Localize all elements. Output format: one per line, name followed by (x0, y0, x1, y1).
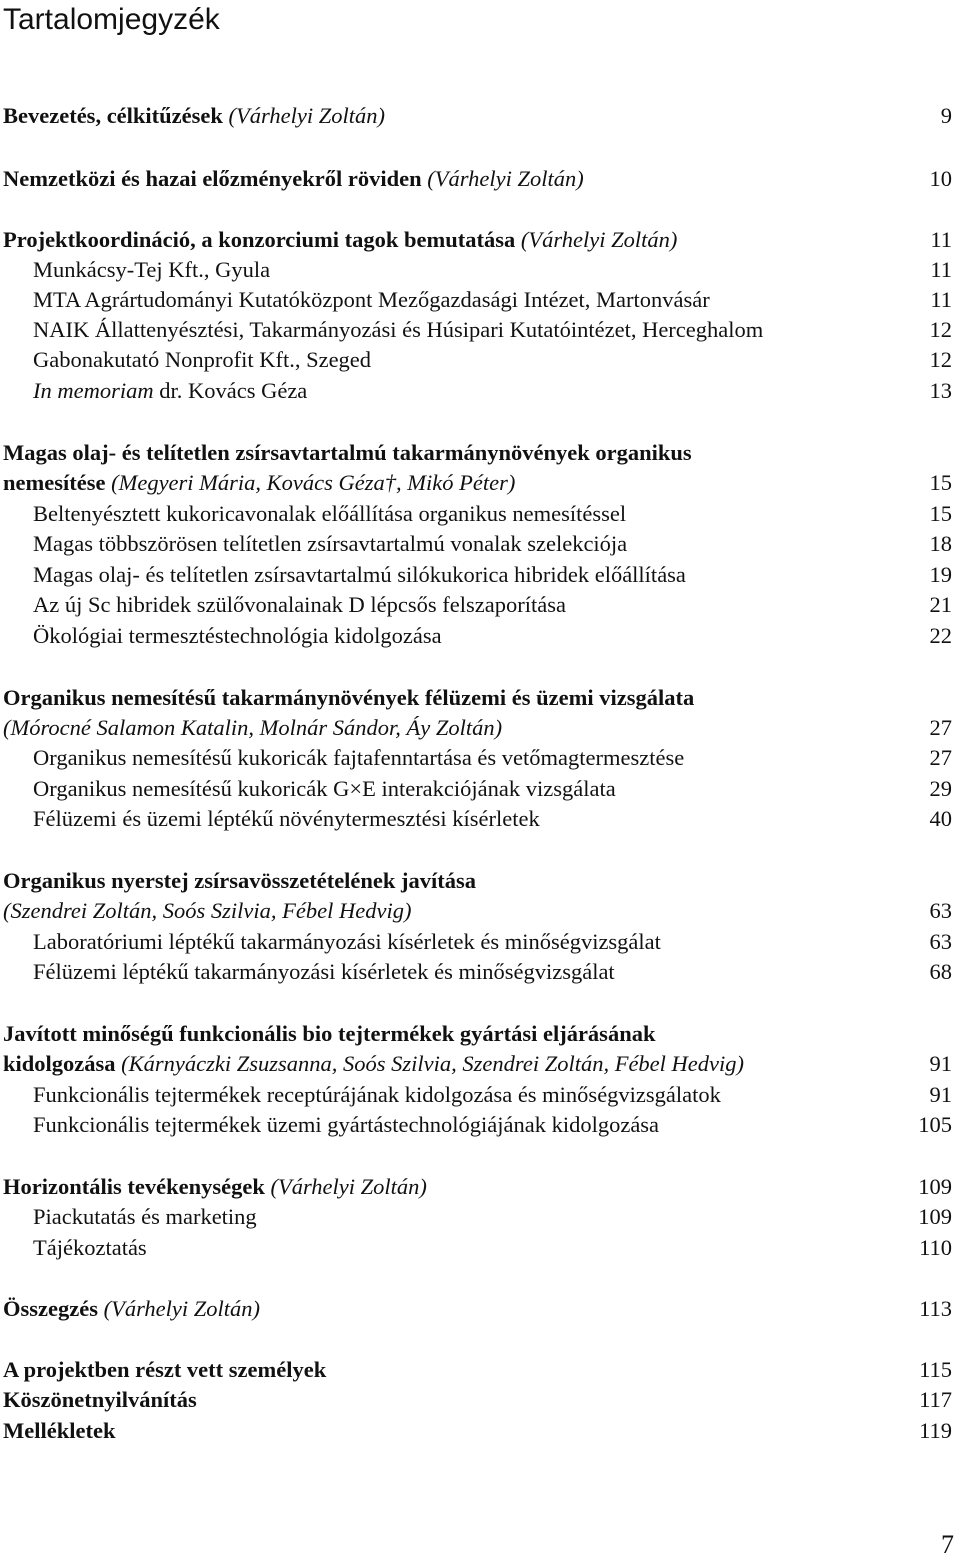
subentry-page-number: 12 (929, 347, 952, 372)
entry-title: Horizontális tevékenységek (3, 1174, 265, 1199)
toc-entry-elozmenyek[interactable] (3, 164, 952, 194)
subentry-page-number: 110 (919, 1235, 952, 1260)
toc-subentry[interactable] (33, 1202, 952, 1232)
entry-title: Magas olaj- és telítetlen zsírsavtartalmú takarmánynövények organikus (3, 440, 692, 465)
entry-authors: (Várhelyi Zoltán) (264, 1174, 427, 1199)
subentry-page-number: 11 (930, 257, 952, 282)
entry-page-number: 10 (929, 166, 952, 191)
toc-entry-bevezetes[interactable] (3, 101, 952, 131)
entry-authors: (Várhelyi Zoltán) (427, 166, 584, 191)
entry-authors: (Kárnyáczki Zsuzsanna, Soós Szilvia, Szendrei Zoltán, Fébel Hedvig) (115, 1051, 745, 1076)
entry-title: Organikus nemesítésű takarmánynövények félüzemi és üzemi vizsgálata (3, 685, 695, 710)
toc-subentry[interactable] (33, 560, 952, 590)
toc-subentry[interactable] (33, 255, 952, 285)
subentry-page-number: 18 (929, 531, 952, 556)
subentry-page-number: 13 (929, 378, 952, 403)
subentry-page-number: 22 (929, 623, 952, 648)
entry-title: Köszönetnyilvánítás (3, 1387, 197, 1412)
toc-entry-projektkoordinacio[interactable] (3, 225, 952, 255)
toc-entry-magas-olaj[interactable] (3, 468, 952, 498)
subentry-page-number: 21 (929, 592, 952, 617)
entry-page-number: 9 (940, 103, 952, 128)
subentry-text: Beltenyésztett kukoricavonalak előállítása organikus nemesítéssel (33, 501, 627, 526)
toc-subentry[interactable] (33, 1233, 952, 1263)
entry-title: Organikus nyerstej zsírsavösszetételének javítása (3, 868, 477, 893)
entry-title: A projektben részt vett személyek (3, 1357, 327, 1382)
toc-subentry[interactable] (33, 1080, 952, 1110)
toc-subentry[interactable] (33, 774, 952, 804)
toc-subentry[interactable] (33, 345, 952, 375)
entry-title-cont: nemesítése (3, 470, 106, 495)
toc-subentry[interactable] (33, 1110, 952, 1140)
toc-entry-koszonetnyilvanitas[interactable] (3, 1385, 952, 1415)
entry-authors: (Mórocné Salamon Katalin, Molnár Sándor, Áy Zoltán) (3, 715, 503, 740)
toc-entry-title-line[interactable] (3, 866, 952, 896)
toc-subentry[interactable] (33, 621, 952, 651)
entry-authors: (Várhelyi Zoltán) (520, 227, 678, 252)
subentry-text: Organikus nemesítésű kukoricák G×E interakciójának vizsgálata (33, 776, 616, 801)
subentry-page-number: 29 (929, 776, 952, 801)
entry-authors: (Szendrei Zoltán, Soós Szilvia, Fébel Hedvig) (3, 898, 412, 923)
toc-entry-horizontalis[interactable] (3, 1172, 952, 1202)
subentry-text: Magas többszörösen telítetlen zsírsavtartalmú vonalak szelekciója (33, 531, 628, 556)
toc-subentry[interactable] (33, 315, 952, 345)
subentry-text: MTA Agrártudományi Kutatóközpont Mezőgazdasági Intézet, Martonvásár (33, 287, 710, 312)
entry-title: Projektkoordináció, a konzorciumi tagok bemutatása (3, 227, 516, 252)
entry-title: Nemzetközi és hazai előzményekről röviden (3, 166, 422, 191)
entry-page-number: 115 (919, 1357, 952, 1382)
entry-page-number: 15 (929, 470, 952, 495)
subentry-text: Organikus nemesítésű kukoricák fajtafenntartása és vetőmagtermesztése (33, 745, 685, 770)
toc-subentry[interactable] (33, 804, 952, 834)
subentry-text: Munkácsy-Tej Kft., Gyula (33, 257, 271, 282)
toc-subentry[interactable] (33, 499, 952, 529)
toc-subentry-memoriam[interactable] (33, 376, 952, 406)
toc-entry-nyerstej[interactable] (3, 896, 952, 926)
entry-title: Javított minőségű funkcionális bio tejtermékek gyártási eljárásának (3, 1021, 656, 1046)
toc-entry-mellekletek[interactable] (3, 1416, 952, 1446)
toc-entry-tejtermekek[interactable] (3, 1049, 952, 1079)
toc-entry-title-line[interactable] (3, 683, 952, 713)
entry-authors: (Várhelyi Zoltán) (97, 1296, 261, 1321)
toc-subentry[interactable] (33, 529, 952, 559)
toc-entry-osszegzes[interactable] (3, 1294, 952, 1324)
subentry-text: Félüzemi és üzemi léptékű növénytermesztési kísérletek (33, 806, 540, 831)
subentry-text: Ökológiai termesztéstechnológia kidolgozása (33, 623, 442, 648)
page-number: 7 (941, 1530, 954, 1559)
entry-page-number: 27 (929, 715, 952, 740)
subentry-page-number: 15 (929, 501, 952, 526)
entry-title: Bevezetés, célkitűzések (3, 103, 223, 128)
subentry-page-number: 12 (929, 317, 952, 342)
entry-page-number: 109 (918, 1174, 952, 1199)
subentry-text: NAIK Állattenyésztési, Takarmányozási és Húsipari Kutatóintézet, Herceghalom (33, 317, 764, 342)
subentry-page-number: 19 (929, 562, 952, 587)
entry-page-number: 113 (919, 1296, 952, 1321)
toc-subentry[interactable] (33, 285, 952, 315)
subentry-text: Magas olaj- és telítetlen zsírsavtartalmú silókukorica hibridek előállítása (33, 562, 686, 587)
entry-page-number: 91 (929, 1051, 952, 1076)
subentry-page-number: 27 (929, 745, 952, 770)
entry-page-number: 63 (929, 898, 952, 923)
subentry-page-number: 91 (929, 1082, 952, 1107)
toc-subentry[interactable] (33, 590, 952, 620)
entry-authors: (Megyeri Mária, Kovács Géza†, Mikó Péter) (105, 470, 516, 495)
toc-subentry[interactable] (33, 957, 952, 987)
subentry-text: Az új Sc hibridek szülővonalainak D lépcsős felszaporítása (33, 592, 566, 617)
toc-entry-title-line[interactable] (3, 1019, 952, 1049)
entry-page-number: 11 (930, 227, 952, 252)
entry-title: Mellékletek (3, 1418, 116, 1443)
toc-entry-organikus-nemesitesu[interactable] (3, 713, 952, 743)
subentry-text: Tájékoztatás (33, 1235, 147, 1260)
subentry-text: Gabonakutató Nonprofit Kft., Szeged (33, 347, 372, 372)
subentry-page-number: 11 (930, 287, 952, 312)
toc-entry-szemelyek[interactable] (3, 1355, 952, 1385)
toc-subentry[interactable] (33, 743, 952, 773)
entry-page-number: 117 (919, 1387, 952, 1412)
page-title: Tartalomjegyzék (3, 3, 220, 36)
subentry-page-number: 63 (929, 929, 952, 954)
memoriam-label: In memoriam (33, 378, 154, 403)
entry-title: Összegzés (3, 1296, 98, 1321)
subentry-page-number: 40 (929, 806, 952, 831)
subentry-page-number: 68 (929, 959, 952, 984)
toc-entry-title-line[interactable] (3, 438, 952, 468)
entry-authors: (Várhelyi Zoltán) (228, 103, 385, 128)
toc-subentry[interactable] (33, 927, 952, 957)
subentry-text: Piackutatás és marketing (33, 1204, 257, 1229)
subentry-text: Funkcionális tejtermékek üzemi gyártástechnológiájának kidolgozása (33, 1112, 660, 1137)
entry-page-number: 119 (919, 1418, 952, 1443)
subentry-text: Laboratóriumi léptékű takarmányozási kísérletek és minőségvizsgálat (33, 929, 661, 954)
memoriam-name: dr. Kovács Géza (153, 378, 308, 403)
subentry-text: Funkcionális tejtermékek receptúrájának kidolgozása és minőségvizsgálatok (33, 1082, 721, 1107)
subentry-text: Félüzemi léptékű takarmányozási kísérletek és minőségvizsgálat (33, 959, 615, 984)
subentry-page-number: 105 (918, 1112, 952, 1137)
entry-title-cont: kidolgozása (3, 1051, 116, 1076)
subentry-page-number: 109 (918, 1204, 952, 1229)
